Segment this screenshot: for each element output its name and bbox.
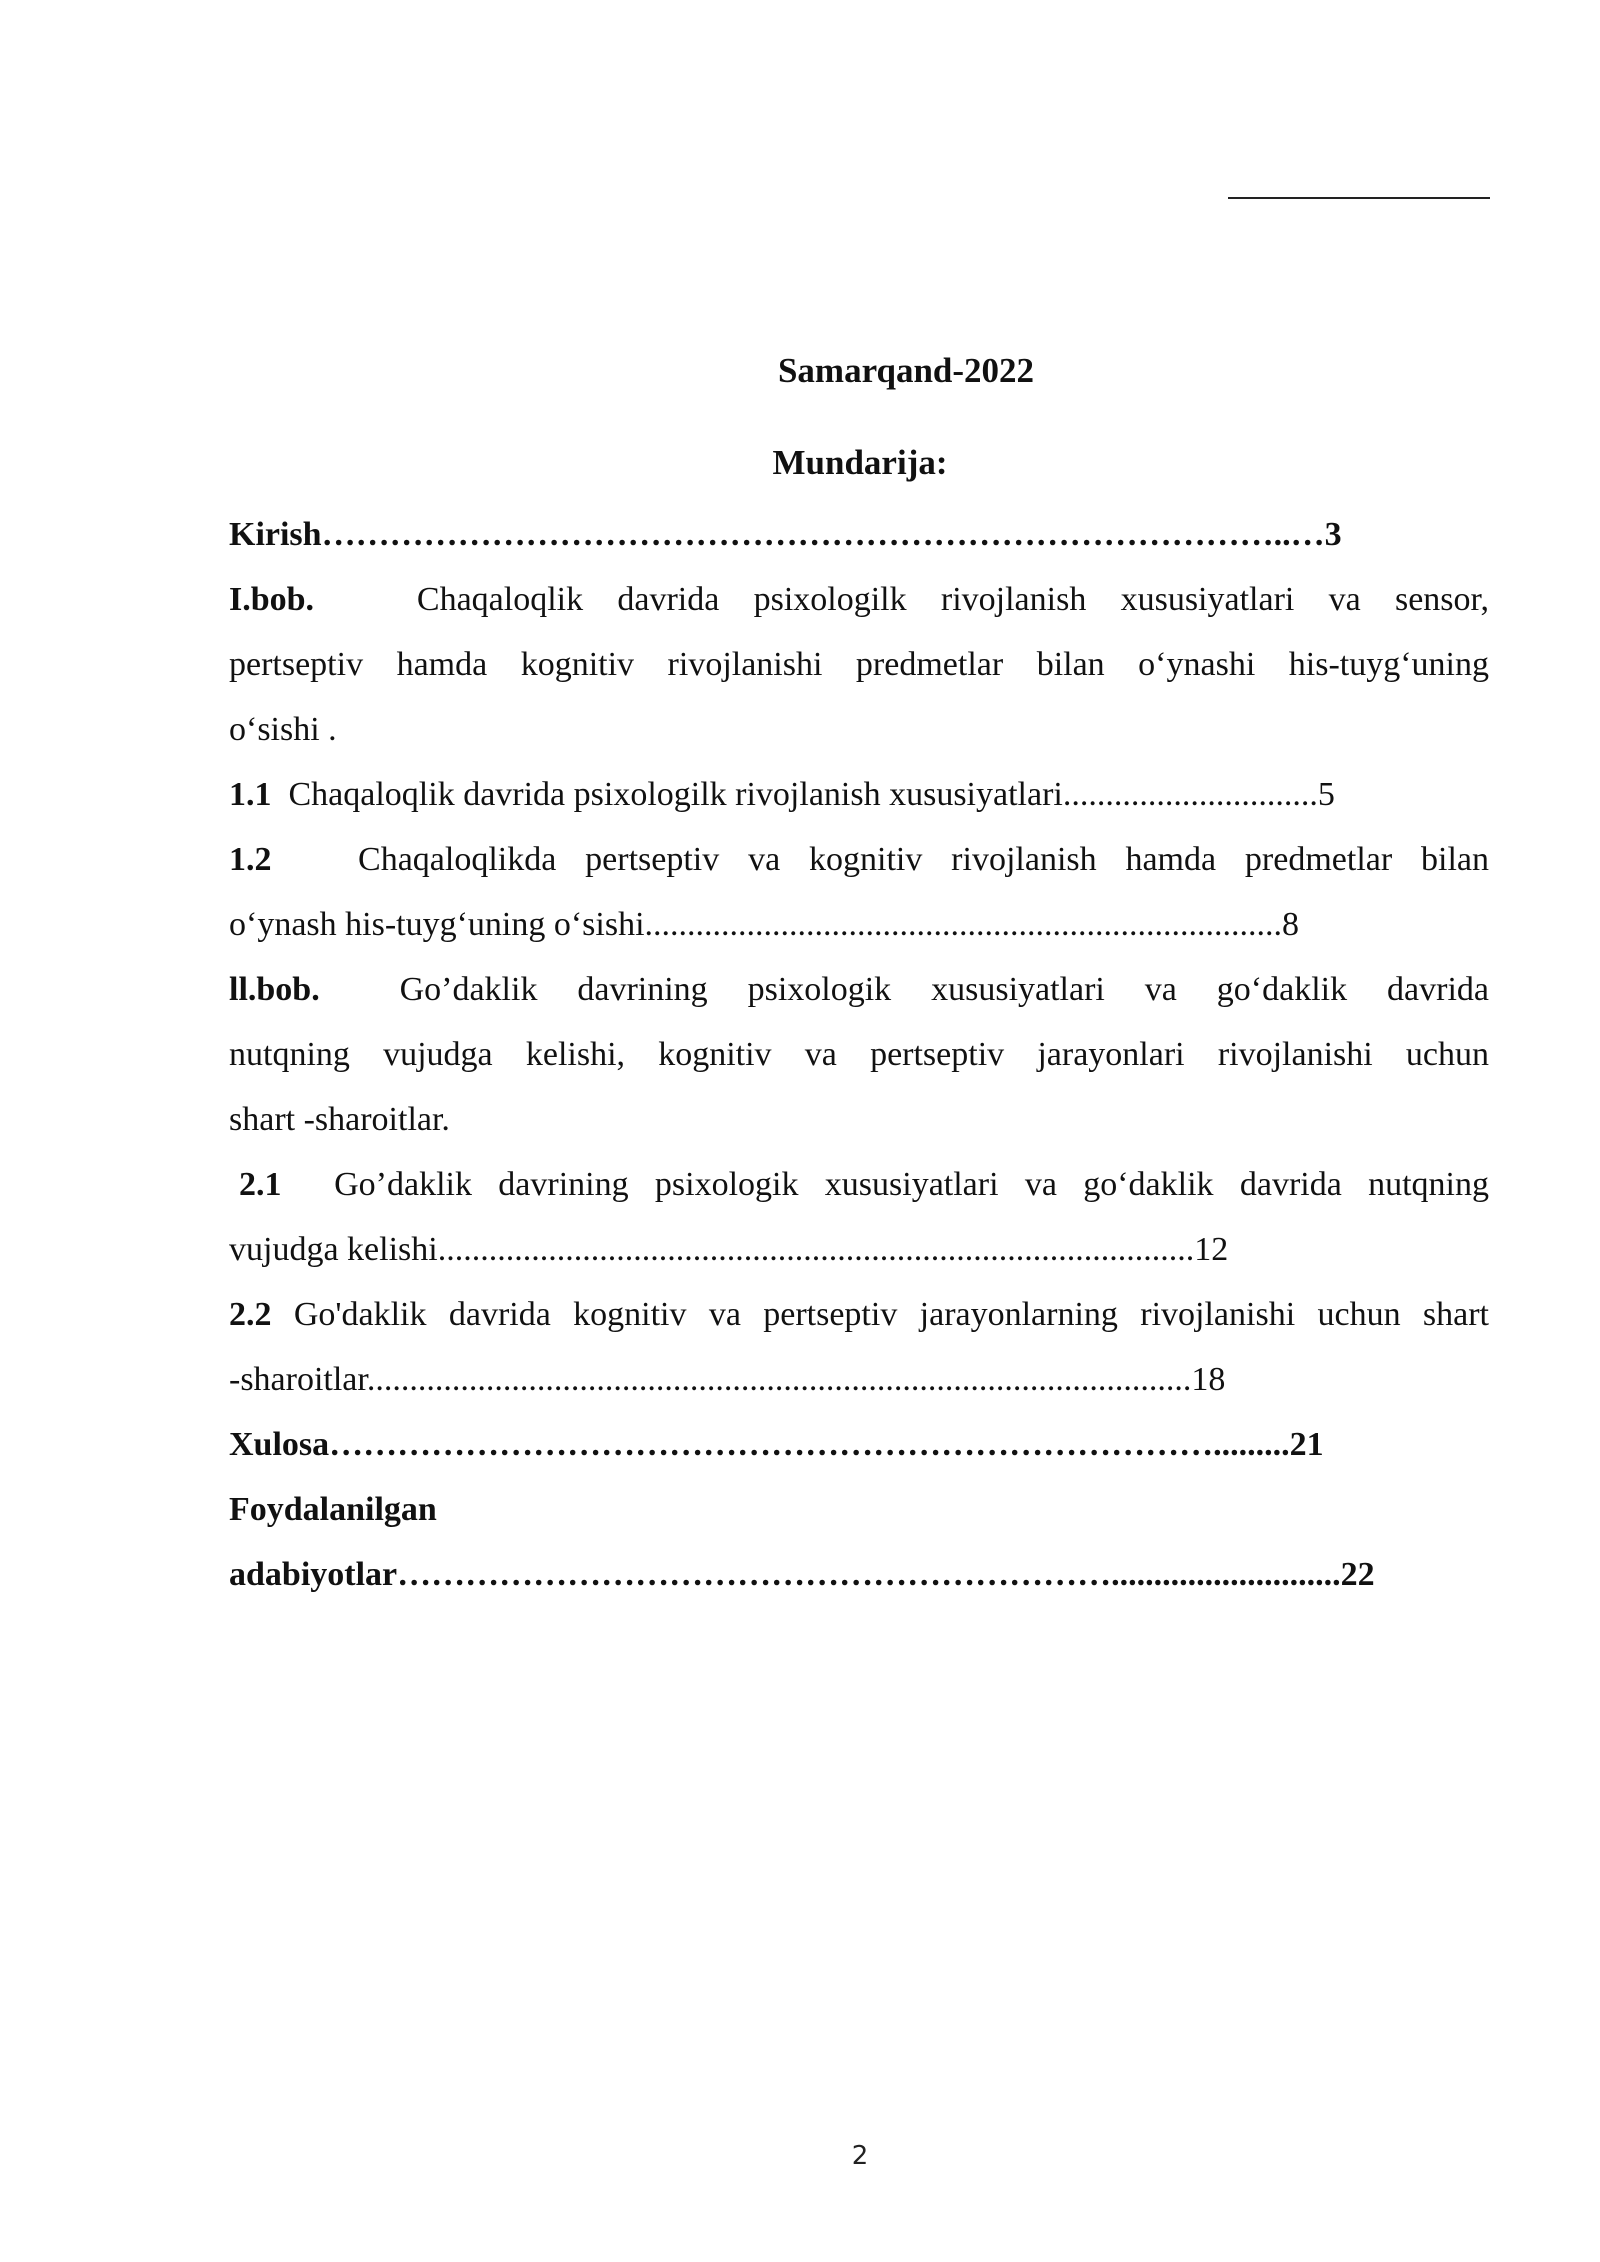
section-2-1-title-line-1: Go’daklik davrining psixologik xususiyatlari va go‘daklik davrida nutqning bbox=[334, 1166, 1490, 1203]
toc-entry-section-2-2-cont bbox=[229, 1347, 1489, 1412]
toc-entry-chapter-1-end bbox=[229, 697, 1489, 762]
city-year-title: Samarqand-2022 bbox=[777, 351, 1035, 390]
toc-entry-chapter-1-cont bbox=[229, 632, 1489, 697]
toc-entry-section-1-2 bbox=[229, 827, 1489, 892]
chapter-1-label: I.bob. bbox=[229, 581, 315, 618]
toc-entry-chapter-1 bbox=[229, 567, 1489, 632]
section-2-2-title-line-2: -sharoitlar.................................................................................................18 bbox=[229, 1361, 1226, 1398]
section-1-2-title-line-2: o‘ynash his-tuyg‘uning o‘sishi...........................................................................8 bbox=[229, 906, 1300, 943]
toc-entry-xulosa: Xulosa…………………………………………………………………….........21 bbox=[229, 1426, 1324, 1463]
section-1-1-title: Chaqaloqlik davrida psixologilk rivojlanish xususiyatlari..............................5 bbox=[288, 776, 1335, 813]
toc-entry-section-2-1 bbox=[229, 1152, 1489, 1217]
section-1-1-number: 1.1 bbox=[229, 776, 272, 813]
toc-entry-chapter-2-end bbox=[229, 1087, 1489, 1152]
toc-entry-chapter-2 bbox=[229, 957, 1489, 1022]
toc-entry-section-1-2-cont bbox=[229, 892, 1489, 957]
toc-entry-references: Foydalanilgan bbox=[229, 1491, 437, 1528]
chapter-2-title-line-3: shart -sharoitlar. bbox=[229, 1101, 450, 1138]
chapter-2-title-line-2: nutqning vujudga kelishi, kognitiv va pertseptiv jarayonlari rivojlanishi uchun bbox=[229, 1036, 1489, 1073]
section-1-2-title-line-1: Chaqaloqlikda pertseptiv va kognitiv rivojlanish hamda predmetlar bilan bbox=[358, 841, 1490, 878]
toc-entry-section-1-1 bbox=[229, 762, 1489, 827]
toc-entry-section-2-2 bbox=[229, 1282, 1489, 1347]
section-2-1-title-line-2: vujudga kelishi.........................................................................................12 bbox=[229, 1231, 1229, 1268]
chapter-2-title-line-1: Go’daklik davrining psixologik xususiyatlari va go‘daklik davrida bbox=[399, 971, 1489, 1008]
signature-line bbox=[1228, 197, 1490, 199]
toc-entry-kirish: Kirish…………………………………………………………………………..…3 bbox=[229, 516, 1342, 553]
section-2-2-number: 2.2 bbox=[229, 1296, 272, 1333]
toc-entry-chapter-2-cont bbox=[229, 1022, 1489, 1087]
chapter-2-label: ll.bob. bbox=[229, 971, 320, 1008]
page-number: 2 bbox=[851, 2141, 869, 2171]
section-1-2-number: 1.2 bbox=[229, 841, 272, 878]
toc-heading: Mundarija: bbox=[772, 443, 948, 482]
chapter-1-title-line-1: Chaqaloqlik davrida psixologilk rivojlanish xususiyatlari va sensor, bbox=[416, 581, 1489, 618]
chapter-1-title-line-2: pertseptiv hamda kognitiv rivojlanishi predmetlar bilan o‘ynashi his-tuyg‘uning bbox=[229, 646, 1489, 683]
section-2-2-title-line-1: Go'daklik davrida kognitiv va pertseptiv jarayonlarning rivojlanishi uchun shart bbox=[293, 1296, 1489, 1333]
chapter-1-title-line-3: o‘sishi . bbox=[229, 711, 337, 748]
toc-entry-section-2-1-cont bbox=[229, 1217, 1489, 1282]
toc-entry-references-cont: adabiyotlar………………………………………………………...........................22 bbox=[229, 1556, 1375, 1593]
section-2-1-number: 2.1 bbox=[239, 1166, 282, 1203]
table-of-contents bbox=[229, 502, 1489, 1607]
